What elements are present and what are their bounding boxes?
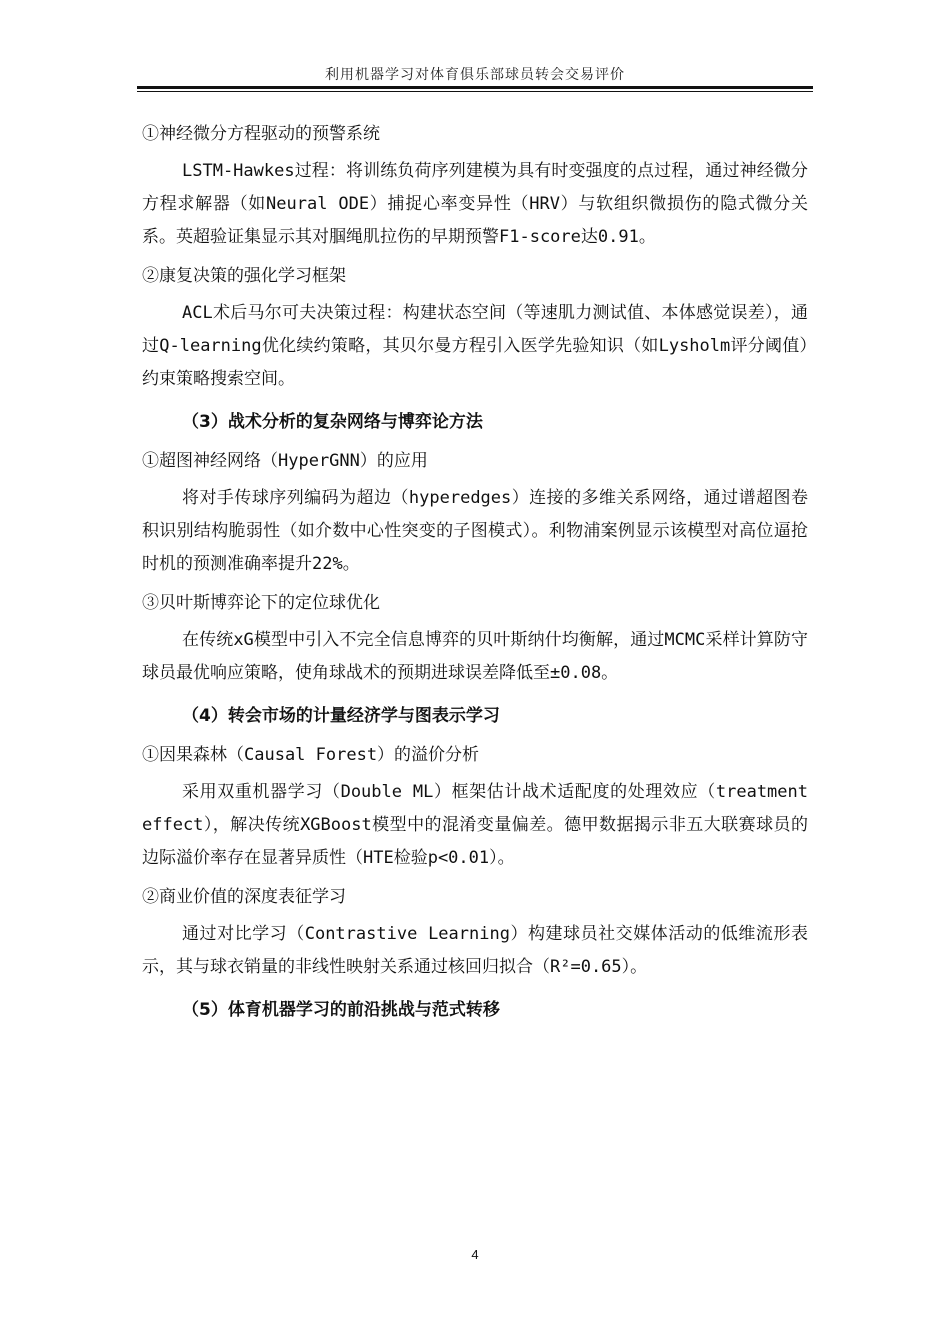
page-number: 4: [471, 1247, 479, 1262]
item-heading: ①因果森林（Causal Forest）的溢价分析: [142, 745, 480, 765]
section-title: （3）战术分析的复杂网络与博弈论方法: [182, 412, 483, 432]
paragraph: 将对手传球序列编码为超边（hyperedges）连接的多维关系网络，通过谱超图卷积识别结构脆弱性（如介数中心性突变的子图模式）。利物浦案例显示该模型对高位逼抢时机的预测准确率提升22%。: [142, 488, 808, 574]
header-rule-thin: [137, 91, 813, 92]
paragraph: 通过对比学习（Contrastive Learning）构建球员社交媒体活动的低维流形表示，其与球衣销量的非线性映射关系通过核回归拟合（R²=0.65）。: [142, 924, 808, 977]
item-heading: ②康复决策的强化学习框架: [142, 266, 346, 286]
item-heading: ①超图神经网络（HyperGNN）的应用: [142, 451, 428, 471]
section-title: （4）转会市场的计量经济学与图表示学习: [182, 706, 500, 726]
item-heading: ②商业价值的深度表征学习: [142, 887, 346, 907]
paragraph: 采用双重机器学习（Double ML）框架估计战术适配度的处理效应（treatment effect），解决传统XGBoost模型中的混淆变量偏差。德甲数据揭示非五大联赛球员的边际溢价率存在显著异质性（HTE检验p<0.01）。: [142, 782, 808, 868]
running-header: 利用机器学习对体育俱乐部球员转会交易评价: [325, 67, 625, 83]
item-heading: ①神经微分方程驱动的预警系统: [142, 124, 380, 144]
section-title: （5）体育机器学习的前沿挑战与范式转移: [182, 1000, 500, 1020]
page-body: [142, 118, 808, 1033]
paragraph: LSTM-Hawkes过程：将训练负荷序列建模为具有时变强度的点过程，通过神经微分方程求解器（如Neural ODE）捕捉心率变异性（HRV）与软组织微损伤的隐式微分关系。英超验证集显示其对腘绳肌拉伤的早期预警F1-score达0.91。: [142, 161, 808, 247]
paragraph: ACL术后马尔可夫决策过程：构建状态空间（等速肌力测试值、本体感觉误差），通过Q-learning优化续约策略，其贝尔曼方程引入医学先验知识（如Lysholm评分阈值）约束策略搜索空间。: [142, 303, 808, 389]
paragraph: 在传统xG模型中引入不完全信息博弈的贝叶斯纳什均衡解，通过MCMC采样计算防守球员最优响应策略，使角球战术的预期进球误差降低至±0.08。: [142, 630, 808, 683]
item-heading: ③贝叶斯博弈论下的定位球优化: [142, 593, 380, 613]
header-rule-thick: [137, 86, 813, 89]
